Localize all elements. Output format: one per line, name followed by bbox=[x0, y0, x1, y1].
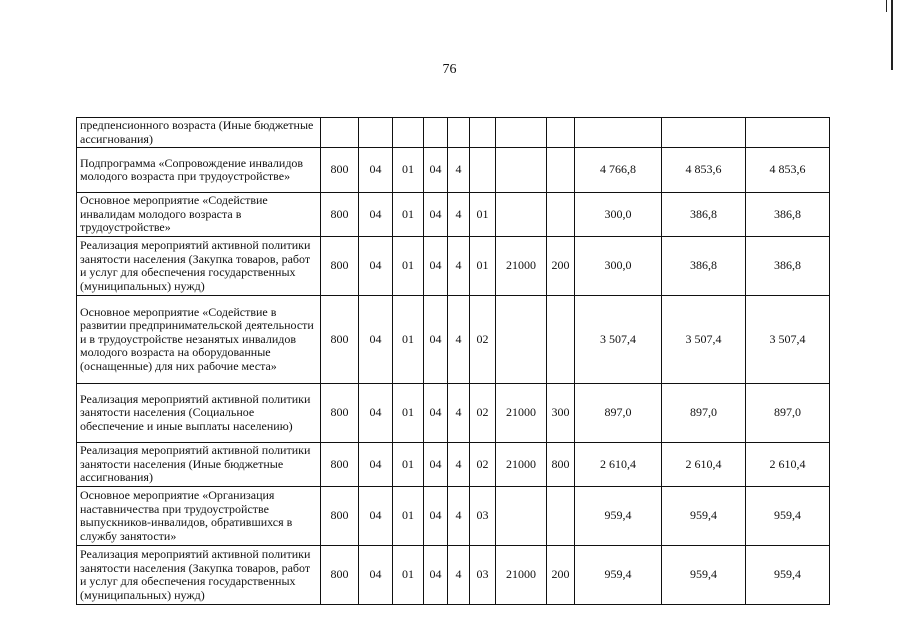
amount-cell: 386,8 bbox=[662, 193, 746, 237]
code-cell: 04 bbox=[424, 487, 448, 546]
code-cell: 02 bbox=[470, 296, 496, 384]
row-name-cell: Реализация мероприятий активной политики занятости населения (Закупка товаров, работ и услуг для обеспечения государственных (муниципальных) нужд) bbox=[77, 546, 321, 605]
code-cell: 800 bbox=[321, 384, 359, 443]
row-name-cell: Реализация мероприятий активной политики занятости населения (Социальное обеспечение и иные выплаты населению) bbox=[77, 384, 321, 443]
code-cell: 02 bbox=[470, 384, 496, 443]
code-cell: 01 bbox=[393, 487, 424, 546]
code-cell: 01 bbox=[393, 546, 424, 605]
code-cell bbox=[496, 118, 547, 148]
code-cell: 01 bbox=[470, 193, 496, 237]
code-cell: 04 bbox=[359, 237, 393, 296]
code-cell: 01 bbox=[393, 384, 424, 443]
code-cell: 4 bbox=[448, 443, 470, 487]
code-cell: 04 bbox=[424, 148, 448, 193]
amount-cell bbox=[575, 118, 662, 148]
table-row bbox=[77, 443, 830, 487]
code-cell: 02 bbox=[470, 443, 496, 487]
code-cell: 04 bbox=[359, 487, 393, 546]
code-cell bbox=[496, 296, 547, 384]
row-name-cell: Основное мероприятие «Содействие инвалидам молодого возраста в трудоустройстве» bbox=[77, 193, 321, 237]
code-cell: 04 bbox=[359, 296, 393, 384]
code-cell: 01 bbox=[393, 148, 424, 193]
code-cell: 21000 bbox=[496, 443, 547, 487]
code-cell: 21000 bbox=[496, 237, 547, 296]
code-cell bbox=[496, 193, 547, 237]
code-cell: 800 bbox=[321, 148, 359, 193]
amount-cell: 959,4 bbox=[575, 546, 662, 605]
amount-cell bbox=[746, 118, 830, 148]
table-body bbox=[77, 118, 830, 605]
code-cell: 04 bbox=[359, 193, 393, 237]
code-cell: 800 bbox=[321, 487, 359, 546]
amount-cell: 897,0 bbox=[575, 384, 662, 443]
table-row bbox=[77, 296, 830, 384]
amount-cell bbox=[662, 118, 746, 148]
code-cell: 01 bbox=[393, 443, 424, 487]
row-name-cell: предпенсионного возраста (Иные бюджетные ассигнования) bbox=[77, 118, 321, 148]
amount-cell: 959,4 bbox=[746, 487, 830, 546]
code-cell: 04 bbox=[359, 384, 393, 443]
page-number: 76 bbox=[442, 62, 457, 77]
code-cell: 04 bbox=[424, 384, 448, 443]
code-cell: 800 bbox=[321, 546, 359, 605]
code-cell: 800 bbox=[547, 443, 575, 487]
table-row bbox=[77, 546, 830, 605]
amount-cell: 2 610,4 bbox=[746, 443, 830, 487]
amount-cell: 3 507,4 bbox=[662, 296, 746, 384]
code-cell: 21000 bbox=[496, 546, 547, 605]
row-name-cell: Основное мероприятие «Содействие в развитии предпринимательской деятельности и в трудоустройстве незанятых инвалидов молодого возраста на оборудованные (оснащенные) для них рабочие места» bbox=[77, 296, 321, 384]
table-row bbox=[77, 118, 830, 148]
code-cell bbox=[470, 148, 496, 193]
code-cell bbox=[321, 118, 359, 148]
code-cell: 4 bbox=[448, 193, 470, 237]
amount-cell: 386,8 bbox=[662, 237, 746, 296]
amount-cell: 4 853,6 bbox=[662, 148, 746, 193]
amount-cell: 4 853,6 bbox=[746, 148, 830, 193]
code-cell: 4 bbox=[448, 237, 470, 296]
code-cell bbox=[359, 118, 393, 148]
code-cell: 04 bbox=[359, 546, 393, 605]
amount-cell: 959,4 bbox=[746, 546, 830, 605]
amount-cell: 386,8 bbox=[746, 193, 830, 237]
code-cell: 4 bbox=[448, 296, 470, 384]
code-cell: 800 bbox=[321, 193, 359, 237]
code-cell bbox=[496, 487, 547, 546]
code-cell: 04 bbox=[424, 193, 448, 237]
code-cell: 4 bbox=[448, 384, 470, 443]
amount-cell: 3 507,4 bbox=[746, 296, 830, 384]
code-cell bbox=[547, 118, 575, 148]
amount-cell: 897,0 bbox=[662, 384, 746, 443]
code-cell bbox=[547, 296, 575, 384]
code-cell: 04 bbox=[359, 443, 393, 487]
code-cell bbox=[547, 148, 575, 193]
code-cell bbox=[470, 118, 496, 148]
code-cell: 01 bbox=[393, 237, 424, 296]
code-cell: 4 bbox=[448, 148, 470, 193]
code-cell: 200 bbox=[547, 237, 575, 296]
amount-cell: 959,4 bbox=[662, 546, 746, 605]
code-cell: 04 bbox=[359, 148, 393, 193]
amount-cell: 959,4 bbox=[575, 487, 662, 546]
table-row bbox=[77, 487, 830, 546]
scan-edge-mark bbox=[886, 0, 887, 12]
code-cell: 800 bbox=[321, 237, 359, 296]
amount-cell: 300,0 bbox=[575, 237, 662, 296]
amount-cell: 300,0 bbox=[575, 193, 662, 237]
code-cell: 300 bbox=[547, 384, 575, 443]
amount-cell: 3 507,4 bbox=[575, 296, 662, 384]
table-row bbox=[77, 193, 830, 237]
scan-edge-mark bbox=[891, 0, 893, 70]
code-cell: 4 bbox=[448, 546, 470, 605]
code-cell: 04 bbox=[424, 237, 448, 296]
amount-cell: 897,0 bbox=[746, 384, 830, 443]
code-cell bbox=[393, 118, 424, 148]
code-cell: 4 bbox=[448, 487, 470, 546]
code-cell bbox=[424, 118, 448, 148]
code-cell: 04 bbox=[424, 443, 448, 487]
table-row bbox=[77, 384, 830, 443]
amount-cell: 2 610,4 bbox=[575, 443, 662, 487]
code-cell bbox=[547, 193, 575, 237]
code-cell bbox=[448, 118, 470, 148]
budget-table bbox=[76, 117, 830, 605]
code-cell bbox=[547, 487, 575, 546]
code-cell: 04 bbox=[424, 546, 448, 605]
code-cell: 03 bbox=[470, 487, 496, 546]
table-row bbox=[77, 237, 830, 296]
code-cell: 03 bbox=[470, 546, 496, 605]
row-name-cell: Реализация мероприятий активной политики занятости населения (Иные бюджетные ассигнования) bbox=[77, 443, 321, 487]
amount-cell: 4 766,8 bbox=[575, 148, 662, 193]
code-cell: 800 bbox=[321, 296, 359, 384]
code-cell: 01 bbox=[470, 237, 496, 296]
code-cell: 200 bbox=[547, 546, 575, 605]
amount-cell: 959,4 bbox=[662, 487, 746, 546]
amount-cell: 386,8 bbox=[746, 237, 830, 296]
row-name-cell: Реализация мероприятий активной политики занятости населения (Закупка товаров, работ и услуг для обеспечения государственных (муниципальных) нужд) bbox=[77, 237, 321, 296]
amount-cell: 2 610,4 bbox=[662, 443, 746, 487]
code-cell bbox=[496, 148, 547, 193]
code-cell: 01 bbox=[393, 193, 424, 237]
code-cell: 800 bbox=[321, 443, 359, 487]
row-name-cell: Подпрограмма «Сопровождение инвалидов молодого возраста при трудоустройстве» bbox=[77, 148, 321, 193]
table-row bbox=[77, 148, 830, 193]
row-name-cell: Основное мероприятие «Организация наставничества при трудоустройстве выпускников-инвалидов, обратившихся в службу занятости» bbox=[77, 487, 321, 546]
code-cell: 01 bbox=[393, 296, 424, 384]
code-cell: 21000 bbox=[496, 384, 547, 443]
code-cell: 04 bbox=[424, 296, 448, 384]
